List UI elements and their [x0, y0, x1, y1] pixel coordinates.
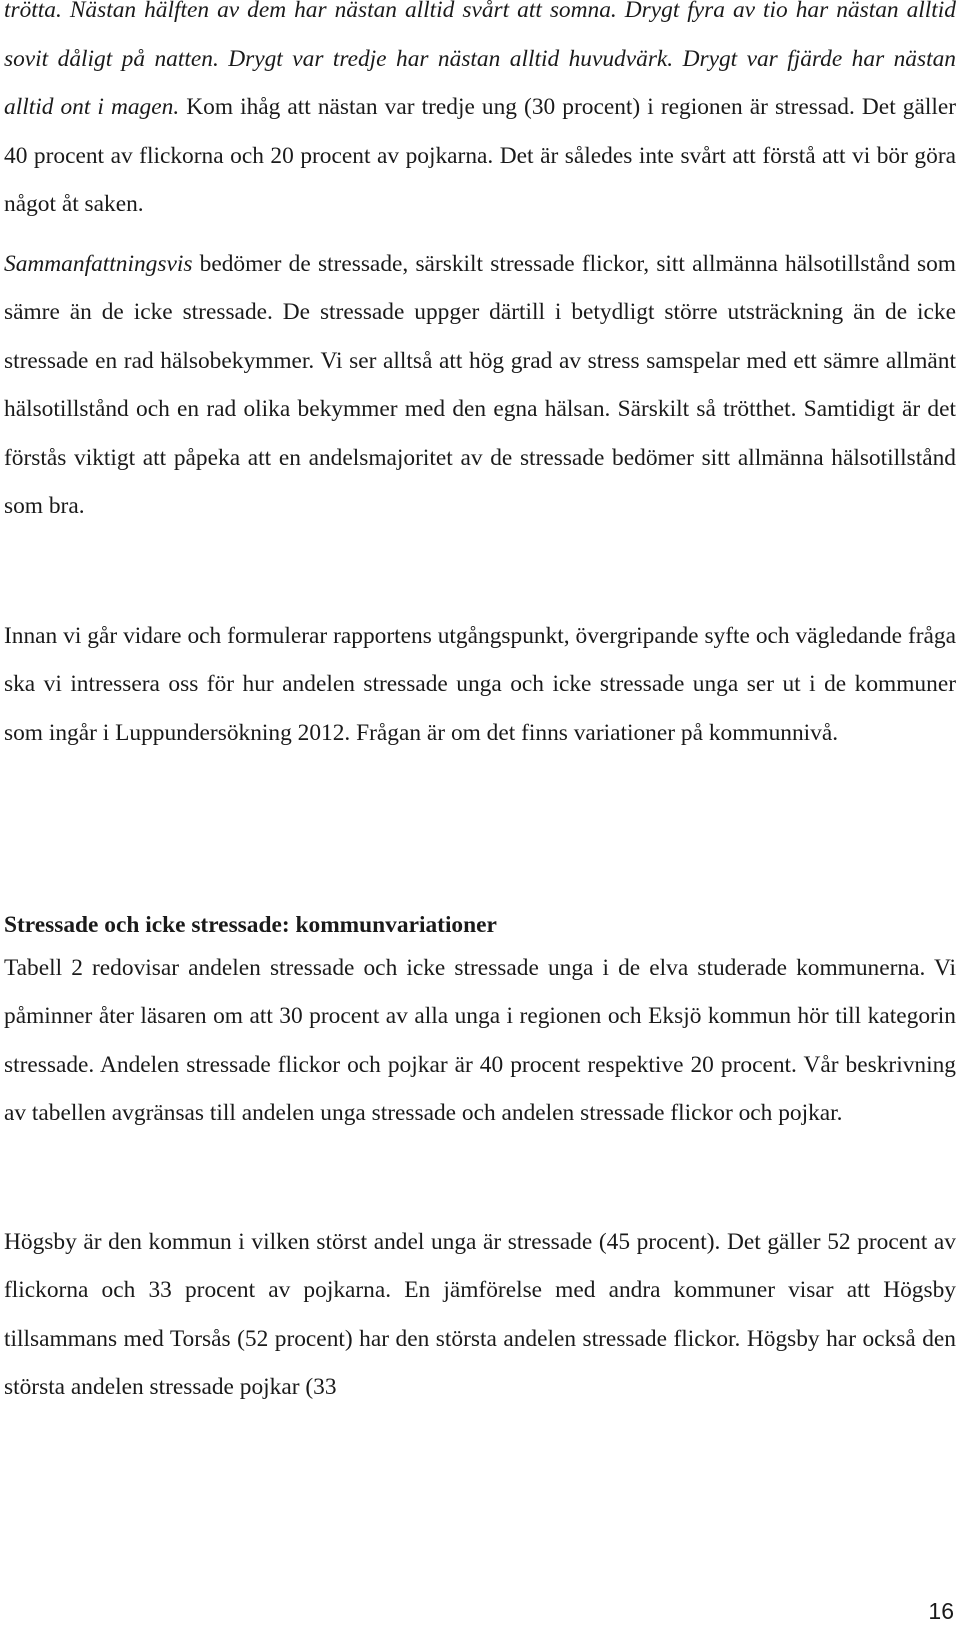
paragraph-text: Kom ihåg att nästan var tredje ung (30 procent) i regionen är stressad. Det gäller 40 procent av flickorna och 20 procent av pojkarna. Det är således inte svårt att förstå att vi bör göra något åt saken. — [4, 94, 956, 218]
paragraph-text: bedömer de stressade, särskilt stressade flickor, sitt allmänna hälsotillstånd som sämre än de icke stressade. De stressade uppger därtill i betydligt större utsträckning än de icke stressade en rad hälsobekymmer. Vi ser alltså att hög grad av stress samspelar med ett sämre allmänt hälsotillstånd och en rad olika bekymmer med den egna hälsan. Särskilt så trötthet. Samtidigt är det förstås viktigt att påpeka att en andelsmajoritet av de stressade bedömer sitt allmänna hälsotillstånd som bra. — [4, 251, 956, 520]
italic-symptoms-text: trötta. Nästan hälften av dem har nästan alltid svårt att somna. Drygt fyra av tio har nästan alltid sovit dåligt på natten. Drygt var tredje har nästan alltid huvudvärk. Drygt var fjärde har nästan alltid ont i magen. — [4, 0, 956, 121]
paragraph-hogsby: Högsby är den kommun i vilken störst andel unga är stressade (45 procent). Det gäller 52 procent av flickorna och 33 procent av pojkarna. En jämförelse med andra kommuner visar att Högsby tillsammans med Torsås (52 procent) har den största andelen stressade flickor. Högsby har också den största andelen stressade pojkar (33 — [4, 1229, 956, 1401]
page-number: 16 — [928, 1598, 954, 1624]
paragraph-table-description: Tabell 2 redovisar andelen stressade och icke stressade unga i de elva studerade kommunerna. Vi påminner åter läsaren om att 30 procent av alla unga i regionen och Eksjö kommun hör till kategorin stressade. Andelen stressade flickor och pojkar är 40 procent respektive 20 procent. Vår beskrivning av tabellen avgränsas till andelen unga stressade och andelen stressade flickor och pojkar. — [4, 955, 956, 1127]
paragraph-summary — [4, 240, 956, 530]
paragraph-transition: Innan vi går vidare och formulerar rapportens utgångspunkt, övergripande syfte och vägledande fråga ska vi intressera oss för hur andelen stressade unga och icke stressade unga ser ut i de kommuner som ingår i Luppundersökning 2012. Frågan är om det finns variationer på kommunnivå. — [4, 623, 956, 746]
paragraph-stress-symptoms — [4, 0, 956, 229]
italic-lead-word: Sammanfattningsvis — [4, 251, 193, 277]
section-heading: Stressade och icke stressade: kommunvariationer — [4, 912, 497, 938]
